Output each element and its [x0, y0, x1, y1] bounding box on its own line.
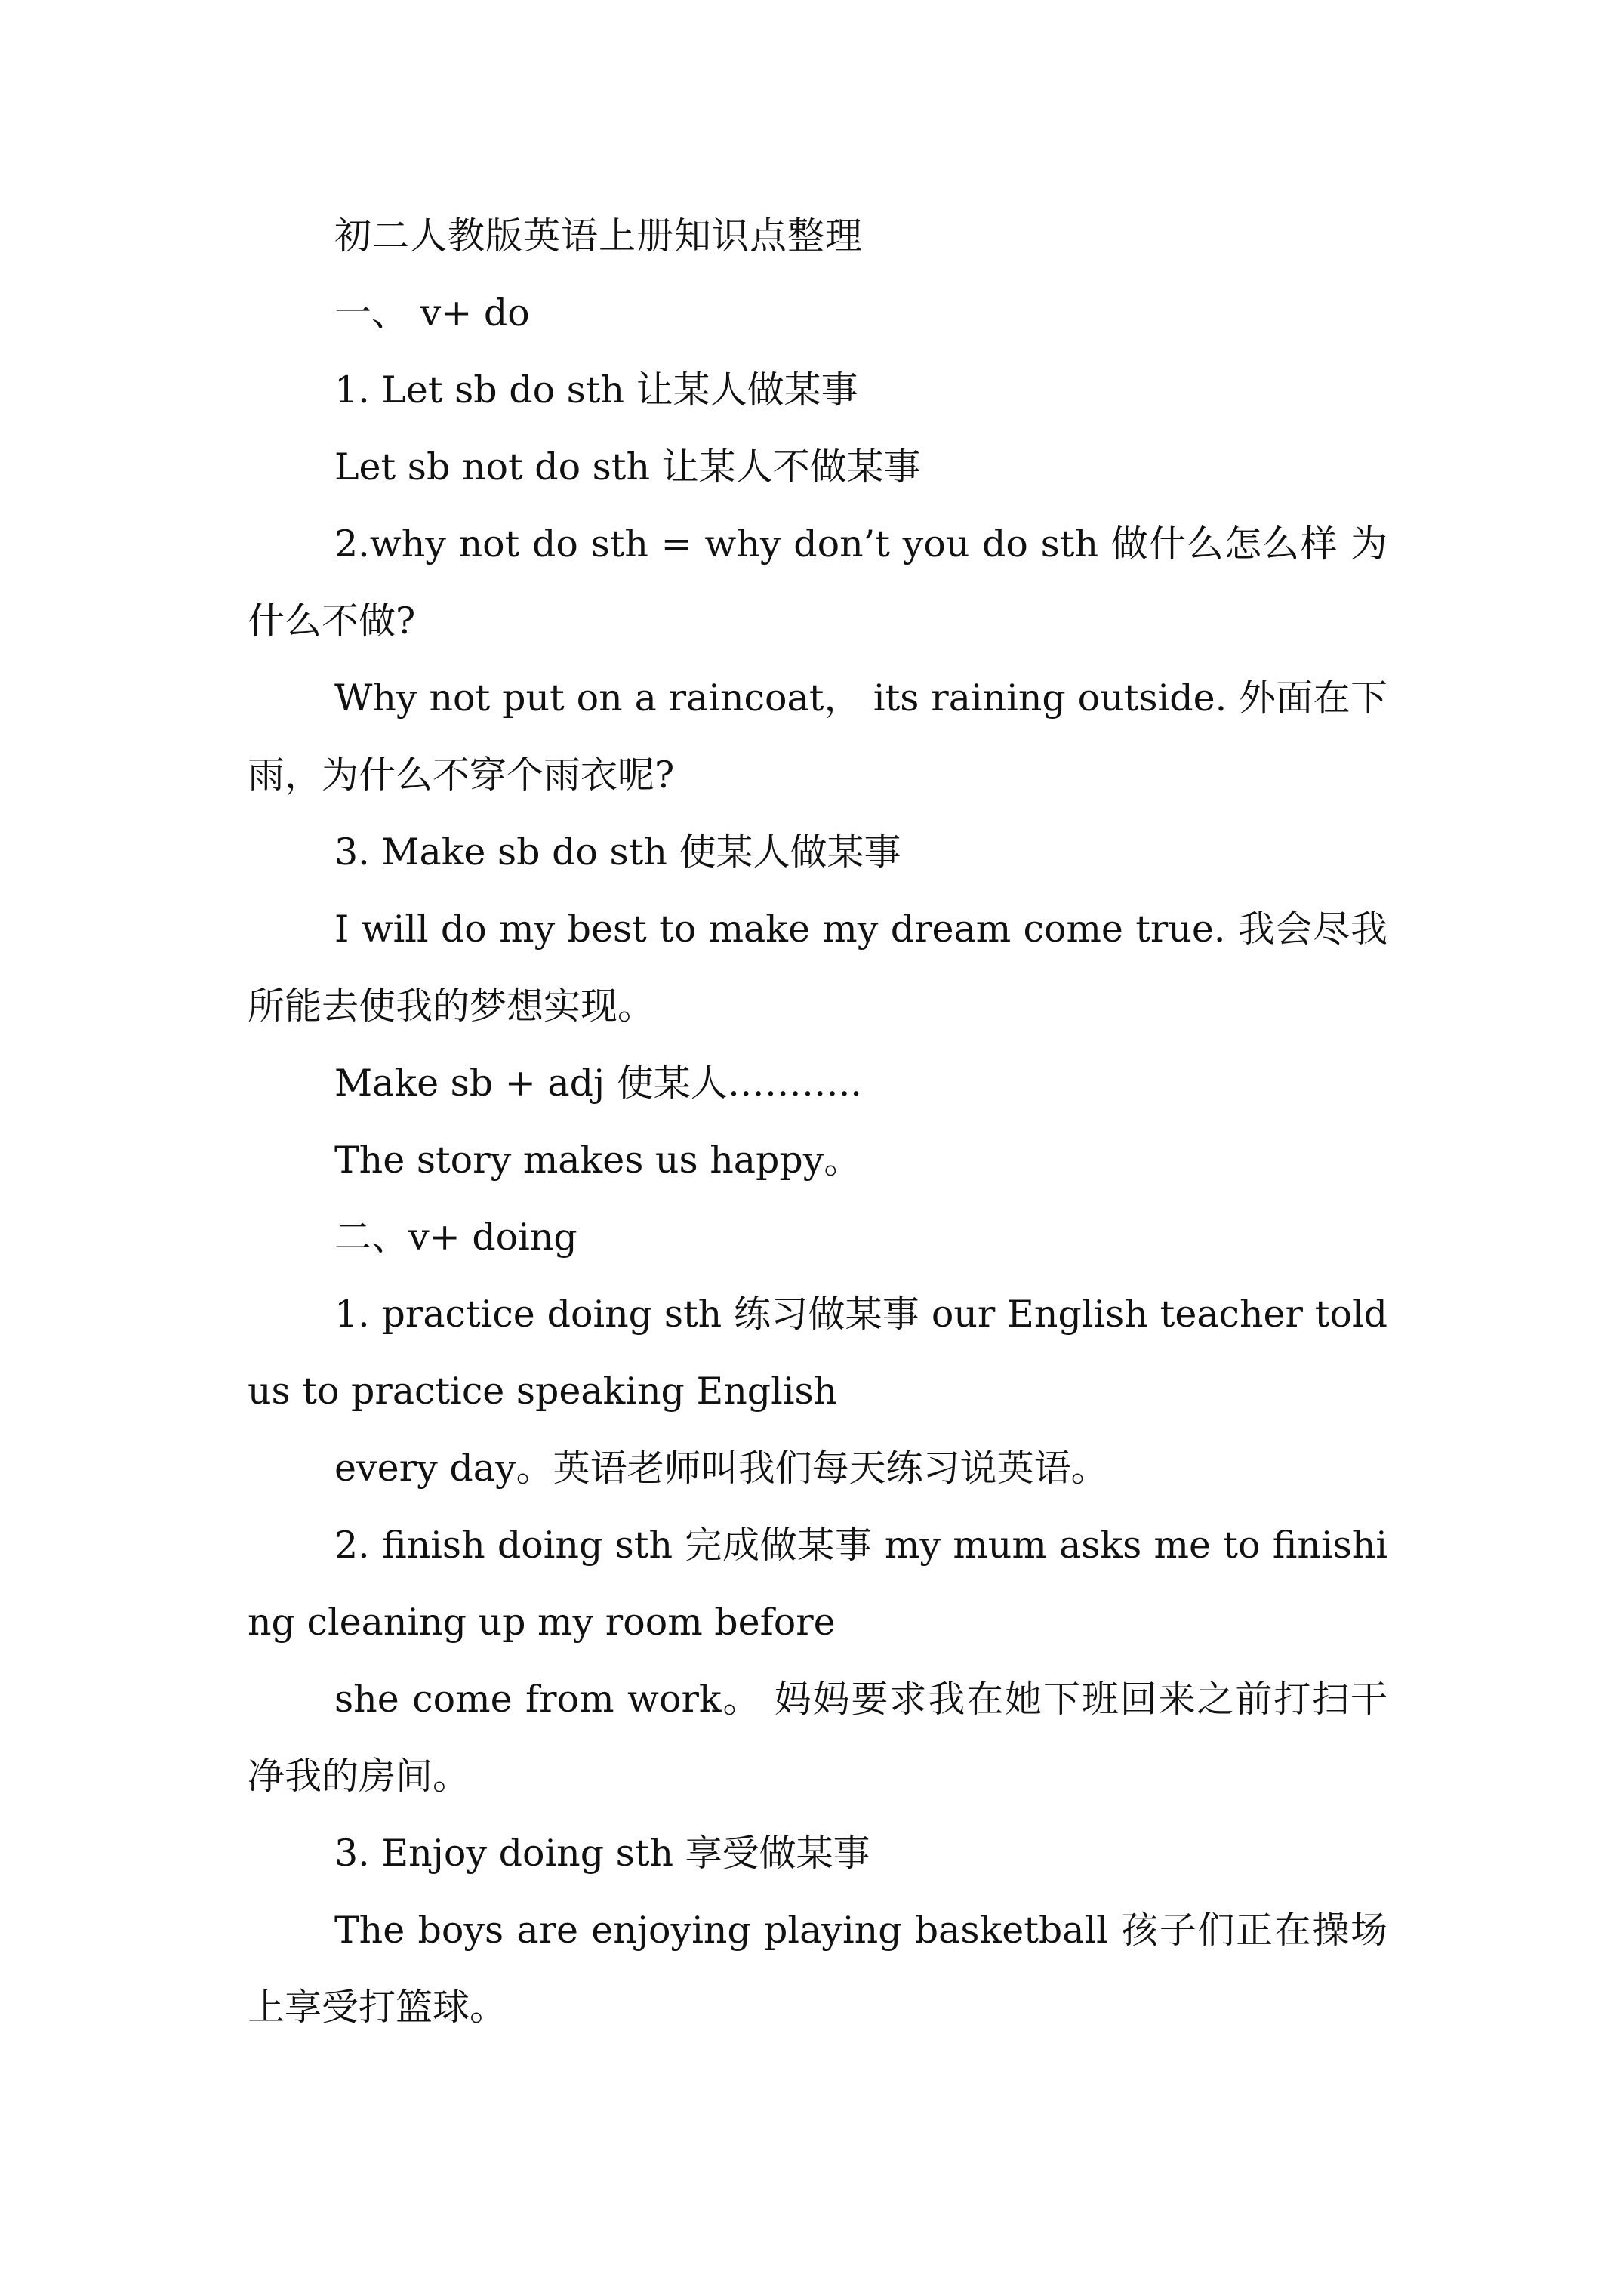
section-heading: 二、v+ doing [334, 1216, 577, 1259]
paragraph: Let sb not do sth 让某人不做某事 [334, 445, 921, 488]
paragraph: Why not put on a raincoat， its raining outside. 外面在下雨，为什么不穿个雨衣呢? [248, 676, 1387, 797]
paragraph: I will do my best to make my dream come true. 我会尽我所能去使我的梦想实现。 [248, 908, 1387, 1028]
paragraph: 2. finish doing sth 完成做某事 my mum asks me to finishing cleaning up my room before [248, 1524, 1387, 1644]
paragraph: 1. practice doing sth 练习做某事 our English teacher told us to practice speaking English [248, 1293, 1387, 1413]
paragraph: The boys are enjoying playing basketball 孩子们正在操场上享受打篮球。 [248, 1909, 1387, 2029]
paragraph: 1. Let sb do sth 让某人做某事 [334, 368, 858, 411]
paragraph: The story makes us happy。 [334, 1139, 861, 1182]
document-title: 初二人教版英语上册知识点整理 [334, 214, 864, 257]
document-body [248, 198, 1387, 2046]
paragraph: Make sb + adj 使某人……….. [334, 1062, 862, 1105]
paragraph: 3. Make sb do sth 使某人做某事 [334, 831, 901, 874]
section-heading: 一、 v+ do [334, 291, 530, 334]
paragraph: every day。英语老师叫我们每天练习说英语。 [334, 1447, 1108, 1490]
paragraph: 2.why not do sth = why don’t you do sth 做什么怎么样 为什么不做? [248, 522, 1387, 643]
paragraph: she come from work。 妈妈要求我在她下班回来之前打扫干净我的房间。 [248, 1678, 1387, 1798]
paragraph: 3. Enjoy doing sth 享受做某事 [334, 1832, 870, 1875]
